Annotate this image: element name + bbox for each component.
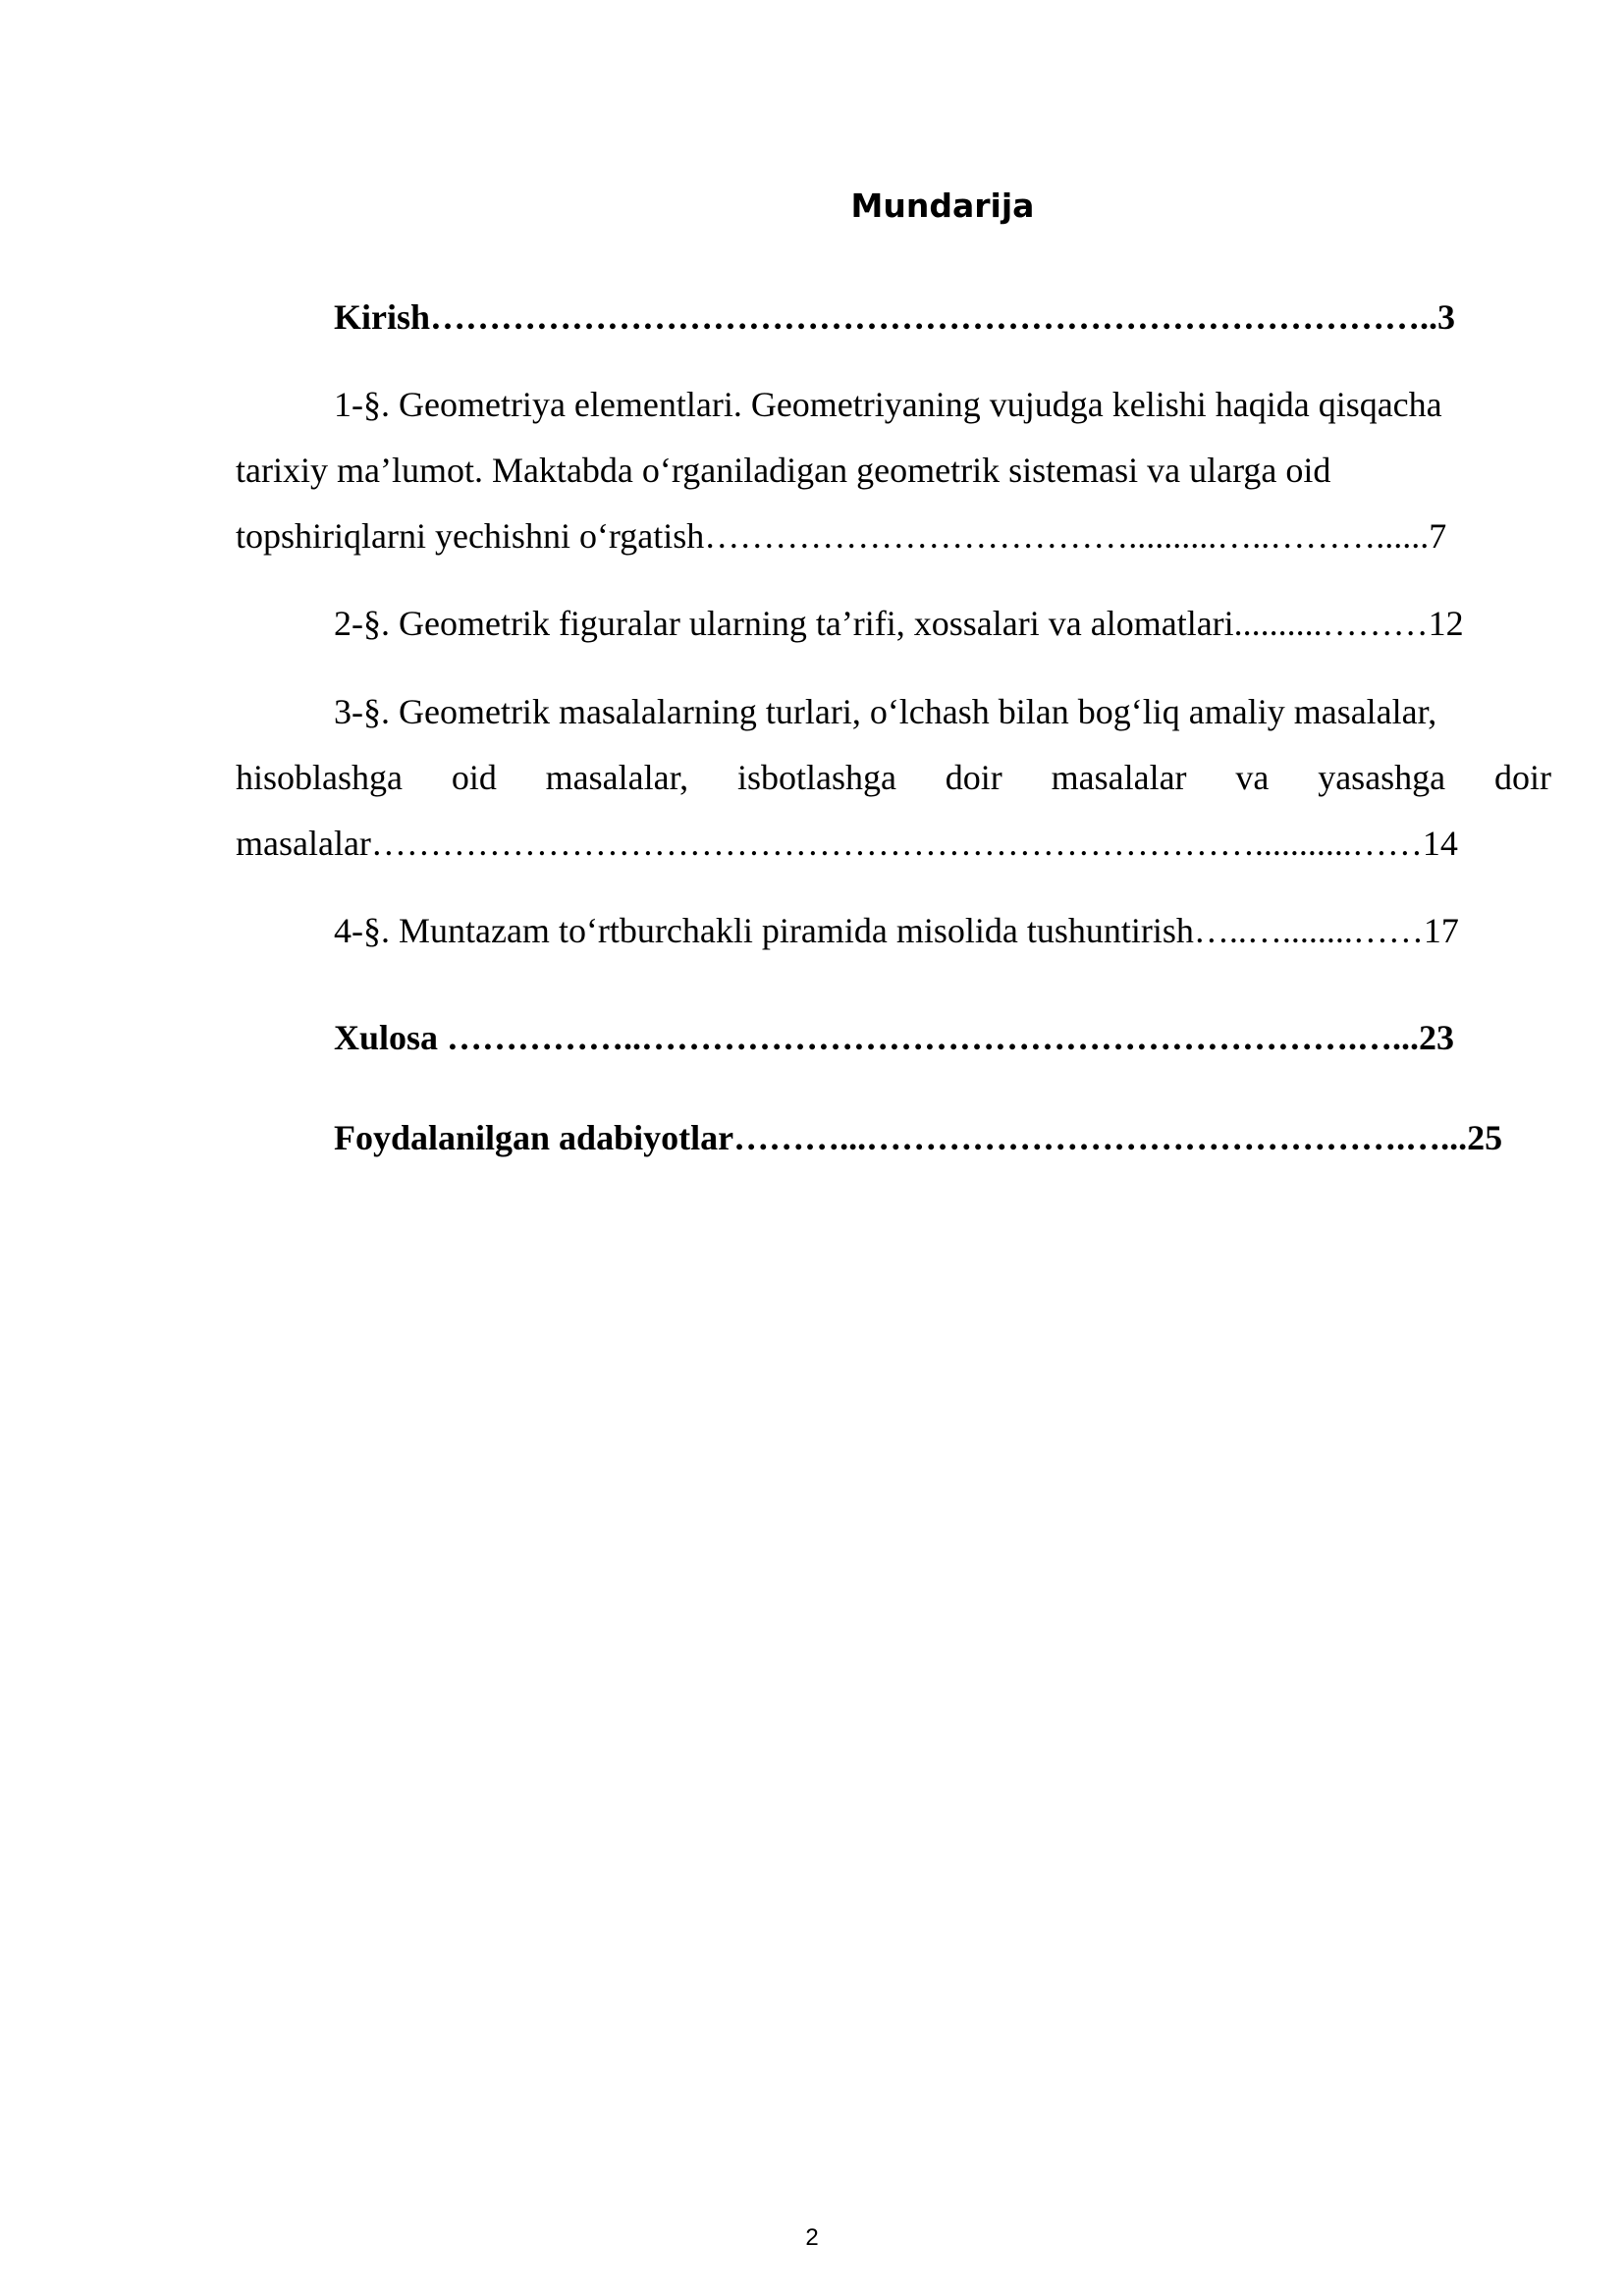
- toc-entry-xulosa: Xulosa ……………..…………………………………………………….…...23: [334, 1018, 1455, 1057]
- toc-entry-4: 4-§. Muntazam to‘rtburchakli piramida misolida tushuntirish…..…........……17: [334, 911, 1459, 950]
- toc-entry-3-line-3: masalalar…………………………………………………………………...........……14: [236, 824, 1458, 863]
- page-title: Mundarija: [850, 187, 1035, 225]
- toc-entry-1-line-3: topshiriqlarni yechishni o‘rgatish………………………………..........…..………......7: [236, 516, 1447, 556]
- page-number: 2: [805, 2224, 819, 2251]
- toc-entry-3-line-2: hisoblashga oid masalalar, isbotlashga doir masalalar va yasashga doir: [236, 758, 1551, 797]
- toc-entry-1-line-1: 1-§. Geometriya elementlari. Geometriyaning vujudga kelishi haqida qisqacha: [334, 385, 1442, 424]
- toc-entry-2: 2-§. Geometrik figuralar ularning ta’rifi, xossalari va alomatlari..........………12: [334, 604, 1464, 643]
- toc-entry-kirish: Kirish…………………………………………………………………………..3: [334, 297, 1456, 337]
- toc-entry-1-line-2: tarixiy ma’lumot. Maktabda o‘rganiladigan geometrik sistemasi va ularga oid: [236, 451, 1331, 490]
- toc-entry-3-line-1: 3-§. Geometrik masalalarning turlari, o‘lchash bilan bog‘liq amaliy masalalar,: [334, 692, 1437, 731]
- toc-entry-foydalanilgan-adabiyotlar: Foydalanilgan adabiyotlar………...……………………………………….…...25: [334, 1118, 1503, 1157]
